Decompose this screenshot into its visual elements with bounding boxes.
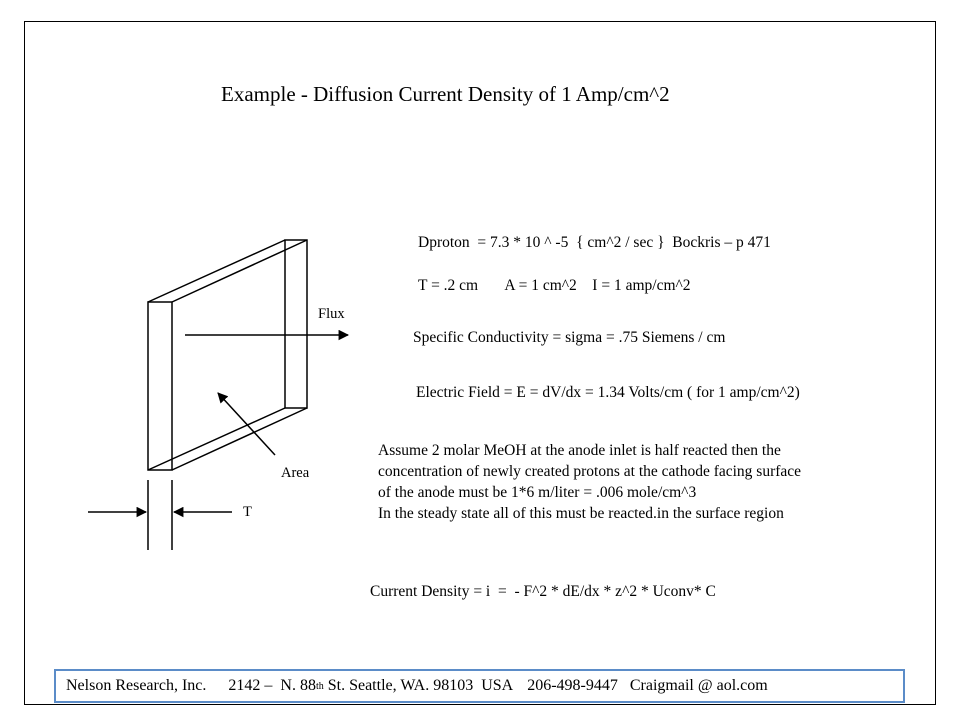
flux-label: Flux xyxy=(318,306,345,322)
paragraph-line: concentration of newly created protons at the cathode facing surface xyxy=(378,463,802,480)
slab-edge-top-left xyxy=(148,240,285,302)
paragraph-line: In the steady state all of this must be reacted.in the surface region xyxy=(378,505,784,522)
footer-address-post: St. Seattle, WA. 98103 USA xyxy=(323,677,514,694)
slab-front-face xyxy=(148,302,172,470)
slab-edge-bottom-left xyxy=(148,408,285,470)
footer-address-pre: 2142 – N. 88 xyxy=(228,677,316,694)
paragraph-line: Assume 2 molar MeOH at the anode inlet is half reacted then the xyxy=(378,442,781,459)
conductivity-line: Specific Conductivity = sigma = .75 Siemens / cm xyxy=(413,329,726,346)
parameters-line: T = .2 cm A = 1 cm^2 I = 1 amp/cm^2 xyxy=(418,277,691,294)
thickness-label: T xyxy=(243,504,252,520)
electric-field-line: Electric Field = E = dV/dx = 1.34 Volts/cm ( for 1 amp/cm^2) xyxy=(416,384,800,401)
area-label: Area xyxy=(281,465,310,481)
footer-email[interactable]: Craigmail @ aol.com xyxy=(629,677,768,694)
slab-edge-top-right xyxy=(172,240,307,302)
paragraph-line: of the anode must be 1*6 m/liter = .006 mole/cm^3 xyxy=(378,484,697,501)
footer-address-sup: th xyxy=(315,680,324,692)
dproton-equation: Dproton = 7.3 * 10 ^ -5 { cm^2 / sec } Bockris – p 471 xyxy=(418,234,771,251)
current-density-equation: Current Density = i = - F^2 * dE/dx * z^2 * Uconv* C xyxy=(370,583,716,600)
footer-company: Nelson Research, Inc. xyxy=(66,677,207,694)
footer-bar xyxy=(54,669,905,703)
footer-phone: 206-498-9447 xyxy=(527,677,618,694)
page-title: Example - Diffusion Current Density of 1 Amp/cm^2 xyxy=(221,82,670,106)
slab-back-face xyxy=(285,240,307,408)
assumption-paragraph xyxy=(378,440,801,524)
